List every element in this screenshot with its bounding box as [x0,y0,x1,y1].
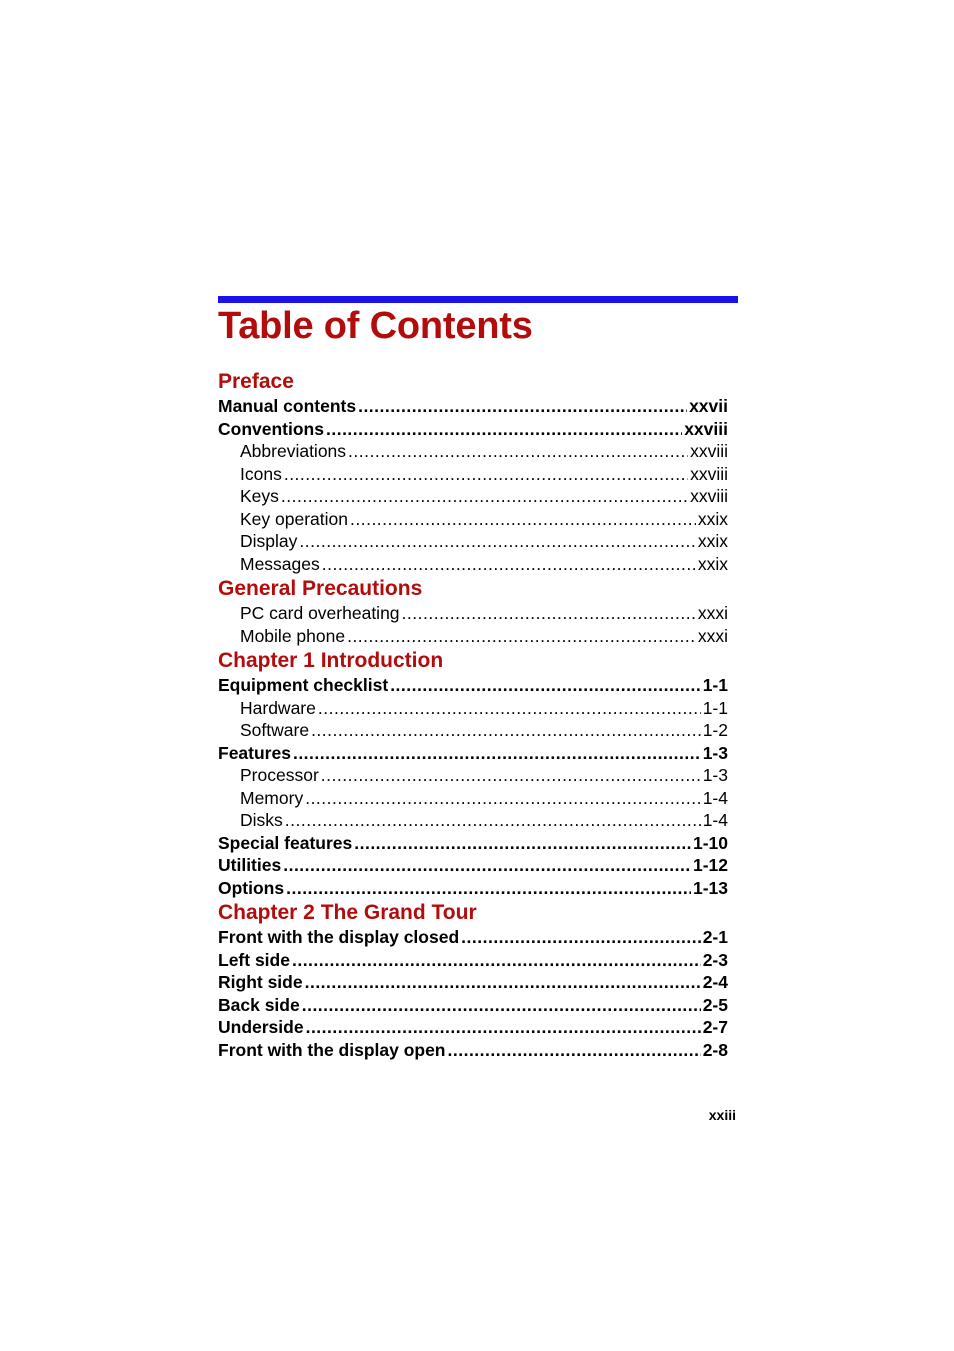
toc-entry-label: Icons [240,463,282,484]
dot-leader [286,877,691,900]
toc-entry-label: Features [218,742,291,763]
dot-leader [354,832,691,855]
toc-entry[interactable] [218,440,728,463]
dot-leader [284,463,688,486]
dot-leader [348,440,688,463]
toc-entry-label: Special features [218,832,353,853]
toc-entry-label: Underside [218,1017,304,1037]
toc-entry-page: 2-7 [702,1017,728,1037]
dot-leader [347,625,696,648]
toc-entry-label: Hardware [240,697,316,718]
toc-entry-label: PC card overheating [240,603,400,623]
toc-entry-label: Software [240,720,310,740]
toc-entry[interactable] [218,553,728,576]
toc-entry-page: xxix [697,531,728,551]
dot-leader [293,742,701,765]
dot-leader [305,787,701,810]
toc-entry[interactable] [218,1016,728,1039]
dot-leader [322,553,696,576]
toc-entry-label: Front with the display open [218,1039,446,1060]
toc-entry[interactable] [218,530,728,553]
section-heading[interactable]: Chapter 1 Introduction [218,649,444,672]
dot-leader [350,508,696,531]
toc-entry[interactable] [218,764,728,787]
toc-entry-label: Manual contents [218,396,357,416]
toc-entry[interactable] [218,395,728,418]
toc-entry[interactable] [218,971,728,994]
toc-entry[interactable] [218,625,728,648]
toc-entry-label: Disks [240,810,283,830]
toc-entry-page: 1-4 [702,787,728,808]
toc-entry[interactable] [218,787,728,810]
section-heading[interactable]: Chapter 2 The Grand Tour [218,901,477,924]
toc-entry-page: 1-1 [702,675,728,695]
toc-entry-label: Abbreviations [240,441,347,461]
dot-leader [299,530,695,553]
toc-entry-page: 2-5 [702,994,728,1015]
toc-entry-page: xxviii [684,418,728,439]
toc-entry[interactable] [218,854,728,877]
page-title: Table of Contents [218,305,533,347]
dot-leader [302,994,701,1017]
toc-entry[interactable] [218,809,728,832]
toc-entry-page: 2-1 [702,927,728,947]
toc-entry-label: Key operation [240,508,348,529]
toc-entry[interactable] [218,1039,728,1062]
page-number: xxiii [708,1107,736,1123]
toc-entry-label: Processor [240,765,319,785]
toc-entry[interactable] [218,994,728,1017]
dot-leader [305,971,701,994]
toc-entry-label: Display [240,531,298,551]
dot-leader [326,418,682,441]
toc-entry-label: Mobile phone [240,625,346,646]
toc-entry-page: 1-12 [692,855,728,875]
toc-entry[interactable] [218,485,728,508]
toc-entry[interactable] [218,926,728,949]
section-heading[interactable]: General Precautions [218,577,423,600]
toc-entry-page: xxvii [689,396,728,416]
dot-leader [285,809,701,832]
toc-entry-page: 1-2 [702,720,728,740]
dot-leader [448,1039,701,1062]
dot-leader [318,697,701,720]
toc-entry[interactable] [218,877,728,900]
toc-entry[interactable] [218,602,728,625]
toc-entry-page: xxviii [690,463,728,484]
toc-entry-page: xxviii [690,486,728,506]
toc-entry[interactable] [218,697,728,720]
dot-leader [461,926,701,949]
toc-entry-label: Right side [218,972,303,992]
toc-entry-label: Conventions [218,418,324,439]
toc-entry-page: 1-10 [692,832,728,853]
toc-entry-page: 1-4 [702,810,728,830]
toc-entry-page: 2-8 [702,1039,728,1060]
toc-entry-page: xxxi [697,625,728,646]
toc-entry[interactable] [218,508,728,531]
toc-entry-label: Messages [240,553,320,574]
toc-entry[interactable] [218,949,728,972]
toc-entry-label: Keys [240,486,279,506]
toc-entry-label: Back side [218,994,300,1015]
toc-entry-page: xxxi [697,603,728,623]
dot-leader [306,1016,701,1039]
toc-entry-label: Equipment checklist [218,675,389,695]
toc-list [218,368,728,1061]
toc-entry-label: Front with the display closed [218,927,460,947]
toc-entry[interactable] [218,832,728,855]
dot-leader [283,854,691,877]
dot-leader [358,395,687,418]
toc-entry-label: Options [218,877,285,898]
toc-entry[interactable] [218,719,728,742]
dot-leader [281,485,688,508]
toc-entry-label: Left side [218,949,290,970]
dot-leader [402,602,696,625]
toc-entry-page: xxix [697,553,728,574]
dot-leader [292,949,701,972]
toc-entry-page: xxix [697,508,728,529]
dot-leader [311,719,701,742]
toc-entry-label: Utilities [218,855,282,875]
toc-entry-page: xxviii [690,441,728,461]
toc-entry-page: 1-3 [702,742,728,763]
toc-entry[interactable] [218,742,728,765]
toc-entry[interactable] [218,674,728,697]
section-heading[interactable]: Preface [218,370,294,393]
dot-leader [321,764,701,787]
toc-entry-page: 1-3 [702,765,728,785]
toc-entry-page: 1-1 [702,697,728,718]
dot-leader [390,674,701,697]
toc-entry[interactable] [218,463,728,486]
toc-entry-page: 2-3 [702,949,728,970]
toc-entry[interactable] [218,418,728,441]
toc-entry-label: Memory [240,787,304,808]
toc-entry-page: 1-13 [692,877,728,898]
toc-entry-page: 2-4 [702,972,728,992]
